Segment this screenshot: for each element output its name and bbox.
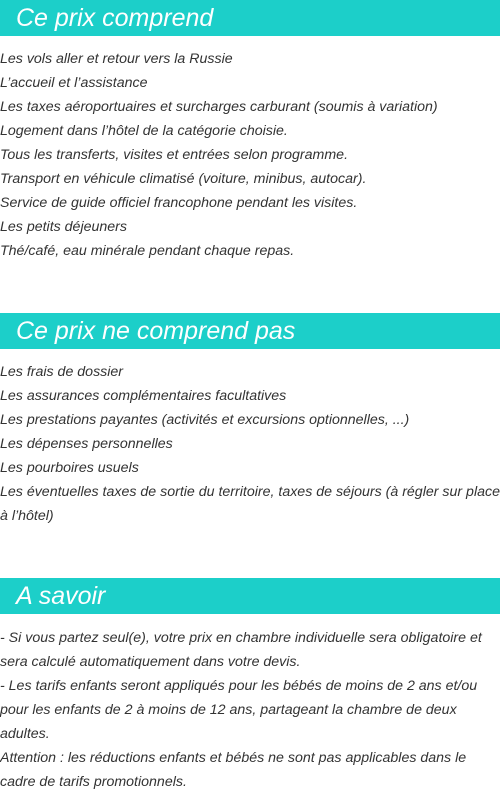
included-list (0, 36, 500, 263)
note-paragraph: - Les tarifs enfants seront appliqués pour les bébés de moins de 2 ans et/ou pour les enfants de 2 à moins de 12 ans, partageant la chambre de deux adultes. (0, 678, 478, 742)
list-item: Thé/café, eau minérale pendant chaque repas. (0, 243, 295, 259)
note-paragraph: Attention : les réductions enfants et bébés ne sont pas applicables dans le cadre de tarifs promotionnels. (0, 750, 467, 790)
note-paragraph: - Si vous partez seul(e), votre prix en chambre individuelle sera obligatoire et sera calculé automatiquement dans votre devis. (0, 630, 482, 670)
list-item: Transport en véhicule climatisé (voiture, minibus, autocar). (0, 171, 367, 187)
list-item: Les éventuelles taxes de sortie du territoire, taxes de séjours (à régler sur place à l’hôtel) (0, 484, 500, 524)
section-title-included: Ce prix comprend (0, 0, 500, 36)
excluded-list (0, 349, 500, 528)
list-item: Logement dans l’hôtel de la catégorie choisie. (0, 123, 288, 139)
list-item: Les petits déjeuners (0, 219, 127, 235)
list-item: Les prestations payantes (activités et excursions optionnelles, ...) (0, 412, 410, 428)
list-item: Les assurances complémentaires facultatives (0, 388, 287, 404)
list-item: Les vols aller et retour vers la Russie (0, 51, 233, 67)
notes-content (0, 614, 500, 794)
section-included (0, 0, 500, 263)
section-excluded (0, 313, 500, 528)
section-notes (0, 578, 500, 794)
list-item: Service de guide officiel francophone pendant les visites. (0, 195, 358, 211)
section-title-excluded: Ce prix ne comprend pas (0, 313, 500, 349)
list-item: Tous les transferts, visites et entrées selon programme. (0, 147, 349, 163)
list-item: Les frais de dossier (0, 364, 124, 380)
list-item: Les dépenses personnelles (0, 436, 173, 452)
list-item: Les taxes aéroportuaires et surcharges carburant (soumis à variation) (0, 99, 438, 115)
list-item: Les pourboires usuels (0, 460, 139, 476)
list-item: L’accueil et l’assistance (0, 75, 148, 91)
section-title-notes: A savoir (0, 578, 500, 614)
